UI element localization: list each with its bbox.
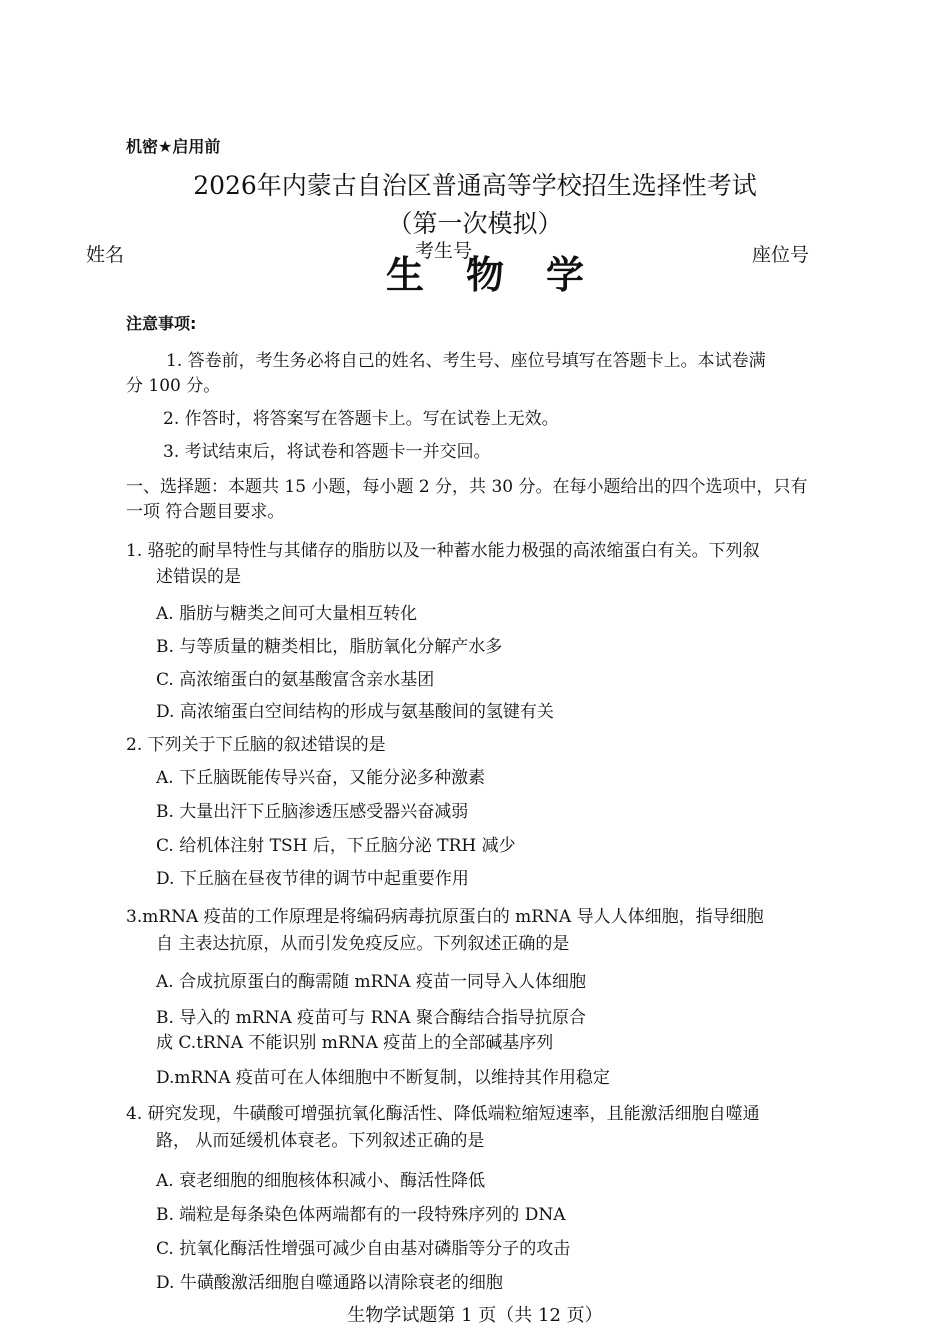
option-a: A. 合成抗原蛋白的酶需随 mRNA 疫苗一同导入人体细胞	[156, 972, 586, 992]
option-d: D.mRNA 疫苗可在人体细胞中不断复制，以维持其作用稳定	[156, 1068, 610, 1088]
question-stem: 述错误的是	[156, 567, 241, 587]
option-a: A. 衰老细胞的细胞核体积减小、酶活性降低	[156, 1171, 486, 1191]
subject-title	[0, 244, 950, 299]
subject-char: 生	[385, 253, 424, 297]
question-stem: 4. 研究发现，牛磺酸可增强抗氧化酶活性、降低端粒缩短速率，且能激活细胞自噬通	[126, 1104, 760, 1124]
option-b: B. 与等质量的糖类相比，脂肪氧化分解产水多	[156, 637, 503, 657]
option-d: D. 牛磺酸激活细胞自噬通路以清除衰老的细胞	[156, 1273, 503, 1293]
notice-item: 2. 作答时，将答案写在答题卡上。写在试卷上无效。	[163, 409, 559, 429]
question-stem: 2. 下列关于下丘脑的叙述错误的是	[126, 735, 386, 755]
option-c: C. 高浓缩蛋白的氨基酸富含亲水基团	[156, 670, 435, 690]
exam-title: 2026年内蒙古自治区普通高等学校招生选择性考试	[193, 171, 757, 200]
notice-heading: 注意事项:	[126, 314, 197, 333]
option-d: D. 下丘脑在昼夜节律的调节中起重要作用	[156, 869, 469, 889]
option-b: B. 导入的 mRNA 疫苗可与 RNA 聚合酶结合指导抗原合	[156, 1008, 586, 1028]
notice-item: 3. 考试结束后，将试卷和答题卡一并交回。	[163, 442, 491, 462]
question-stem: 3.mRNA 疫苗的工作原理是将编码病毒抗原蛋白的 mRNA 导人人体细胞，指导细胞	[126, 907, 764, 927]
exam-subtitle: （第一次模拟）	[387, 209, 563, 238]
seat-number-field-label: 座位号	[752, 244, 810, 266]
question-stem: 1. 骆驼的耐旱特性与其储存的脂肪以及一种蓄水能力极强的高浓缩蛋白有关。下列叙	[126, 541, 760, 561]
section-intro: 一、选择题：本题共 15 小题，每小题 2 分，共 30 分。在每小题给出的四个选项中，只有	[126, 477, 808, 497]
option-a: A. 下丘脑既能传导兴奋，又能分泌多种激素	[156, 768, 486, 788]
subject-char: 学	[546, 253, 585, 297]
page-footer: 生物学试题第 1 页（共 12 页）	[347, 1305, 603, 1326]
option-c: C. 抗氧化酶活性增强可减少自由基对磷脂等分子的攻击	[156, 1239, 571, 1259]
exam-number-field-label: 考生号	[415, 240, 473, 262]
subject-char: 物	[465, 253, 504, 297]
question-stem: 路， 从而延缓机体衰老。下列叙述正确的是	[156, 1131, 485, 1151]
notice-item: 1. 答卷前，考生务必将自己的姓名、考生号、座位号填写在答题卡上。本试卷满	[166, 351, 766, 371]
option-c: C. 给机体注射 TSH 后，下丘脑分泌 TRH 减少	[156, 836, 516, 856]
question-stem: 自 主表达抗原，从而引发免疫反应。下列叙述正确的是	[156, 934, 570, 954]
section-intro: 一项 符合题目要求。	[126, 502, 285, 522]
option-d: D. 高浓缩蛋白空间结构的形成与氨基酸间的氢键有关	[156, 702, 554, 722]
option-b: B. 端粒是每条染色体两端都有的一段特殊序列的 DNA	[156, 1205, 566, 1225]
name-field-label: 姓名	[86, 244, 125, 266]
option-c: 成 C.tRNA 不能识别 mRNA 疫苗上的全部碱基序列	[156, 1033, 554, 1053]
confidential-mark: 机密★启用前	[126, 137, 221, 156]
notice-item: 分 100 分。	[126, 376, 221, 396]
option-b: B. 大量出汗下丘脑渗透压感受器兴奋减弱	[156, 802, 469, 822]
option-a: A. 脂肪与糖类之间可大量相互转化	[156, 604, 418, 624]
